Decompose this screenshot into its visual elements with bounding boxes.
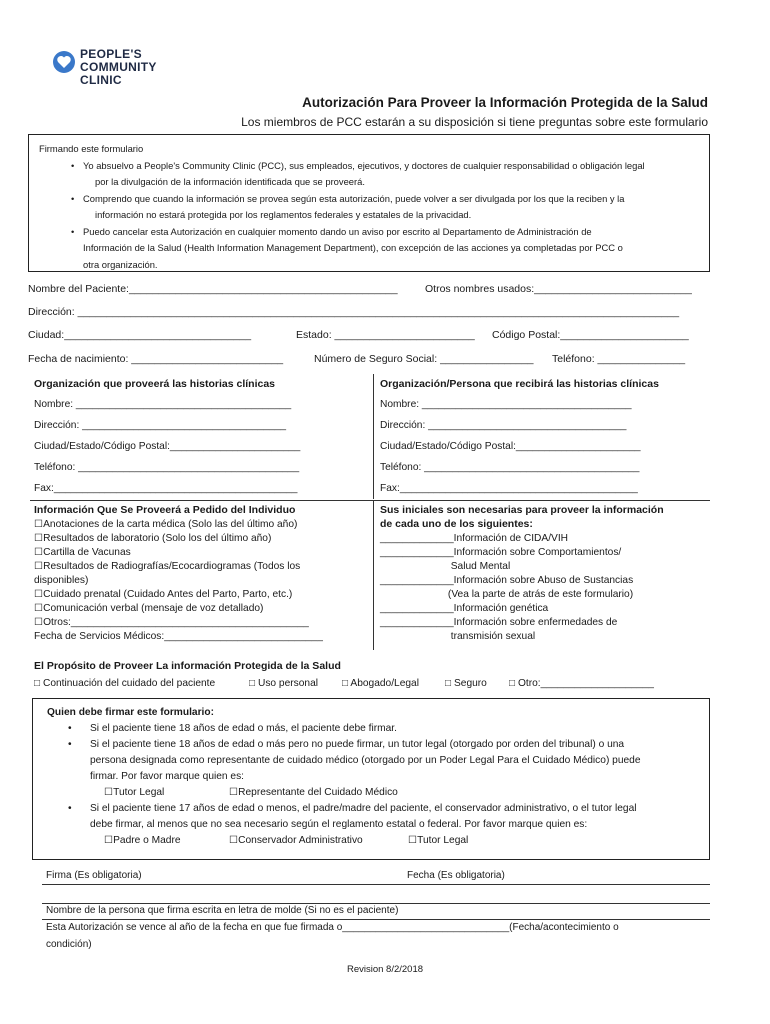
expiry-field[interactable]: Esta Autorización se vence al año de la fecha en que fue firmada o______________________________(Fecha/acontecimiento o — [46, 922, 619, 933]
initials-field-cont: Salud Mental — [380, 561, 511, 572]
initials-field[interactable]: _____________Información genética — [380, 603, 549, 614]
initials-field-cont: (Vea la parte de atrás de este formulario) — [380, 589, 634, 600]
provider-heading: Organización que proveerá las historias clínicas — [34, 378, 276, 390]
revision-footer: Revision 8/2/2018 — [346, 964, 424, 975]
dob-field[interactable]: Fecha de nacimiento: __________________________ — [28, 353, 284, 365]
purpose-option-personal[interactable]: □ Uso personal — [249, 678, 319, 689]
clinic-logo — [52, 44, 192, 92]
checkbox-guardian[interactable]: ☐Tutor Legal — [408, 835, 469, 846]
info-heading: Información Que Se Proveerá a Pedido del Individuo — [34, 504, 296, 516]
info-checkbox[interactable]: ☐Comunicación verbal (mensaje de voz detallado) — [34, 603, 264, 614]
service-date-field[interactable]: Fecha de Servicios Médicos:____________________________ — [34, 631, 323, 642]
info-checkbox[interactable]: ☐Resultados de laboratorio (Solo los del último año) — [34, 533, 272, 544]
purpose-heading: El Propósito de Proveer La información Protegida de la Salud — [34, 660, 341, 672]
purpose-option-continuation[interactable]: □ Continuación del cuidado del paciente — [34, 678, 216, 689]
printed-name-line — [42, 903, 710, 904]
signer-heading: Quien debe firmar este formulario: — [47, 707, 214, 718]
initials-field[interactable]: _____________Información sobre Comportamientos/ — [380, 547, 622, 558]
logo-text: PEOPLE'S COMMUNITY CLINIC — [80, 47, 157, 87]
recipient-address-field[interactable]: Dirección: ___________________________________ — [380, 420, 627, 431]
recipient-name-field[interactable]: Nombre: _____________________________________ — [380, 399, 632, 410]
expiry-line — [42, 919, 710, 920]
column-divider — [373, 374, 374, 499]
initials-heading-cont: de cada uno de los siguientes: — [380, 518, 533, 530]
provider-name-field[interactable]: Nombre: ______________________________________ — [34, 399, 292, 410]
initials-heading: Sus iniciales son necesarias para proveer la información — [380, 504, 664, 516]
section-divider — [30, 500, 710, 501]
provider-city-field[interactable]: Ciudad/Estado/Código Postal:_______________________ — [34, 441, 301, 452]
recipient-heading: Organización/Persona que recibirá las historias clínicas — [380, 378, 659, 390]
consent-heading: Firmando este formulario — [39, 143, 144, 154]
patient-address-field[interactable]: Dirección: _______________________________________________________________________________________________________ — [28, 306, 680, 318]
info-checkbox[interactable]: ☐Cuidado prenatal (Cuidado Antes del Parto, Parto, etc.) — [34, 589, 293, 600]
provider-address-field[interactable]: Dirección: ____________________________________ — [34, 420, 287, 431]
other-names-field[interactable]: Otros nombres usados:___________________________ — [425, 283, 692, 295]
purpose-option-legal[interactable]: □ Abogado/Legal — [342, 678, 419, 689]
state-field[interactable]: Estado: ________________________ — [296, 329, 475, 341]
zip-field[interactable]: Código Postal:______________________ — [492, 329, 689, 341]
signature-date-field[interactable]: Fecha (Es obligatoria) — [407, 870, 505, 881]
heart-logo-icon — [52, 50, 76, 74]
consent-box — [28, 134, 710, 272]
ssn-field[interactable]: Número de Seguro Social: ________________ — [314, 353, 534, 365]
consent-item: • Yo absuelvo a People's Community Clinic (PCC), sus empleados, ejecutivos, y doctores de cualquier responsabilidad o obligación legal por la divulgación de la información identificada que se proveerá. — [83, 158, 699, 191]
signer-box — [32, 698, 710, 860]
form-title: Autorización Para Proveer la Información Protegida de la Salud — [302, 95, 708, 110]
initials-field[interactable]: _____________Información sobre Abuso de Sustancias — [380, 575, 634, 586]
checkbox-conservator[interactable]: ☐Conservador Administrativo — [229, 835, 363, 846]
city-field[interactable]: Ciudad:________________________________ — [28, 329, 252, 341]
recipient-phone-field[interactable]: Teléfono: ______________________________________ — [380, 462, 640, 473]
consent-item: • Puedo cancelar esta Autorización en cualquier momento dando un aviso por escrito al Departamento de Administración de Información de la Salud (Health Information Management Department), con excepción de las acciones ya completadas por PCC o otra organización. — [83, 224, 699, 274]
checkbox-parent[interactable]: ☐Padre o Madre — [104, 835, 181, 846]
info-checkbox-continued: disponibles) — [34, 575, 89, 586]
patient-name-field[interactable]: Nombre del Paciente:______________________________________________ — [28, 283, 398, 295]
recipient-city-field[interactable]: Ciudad/Estado/Código Postal:______________________ — [380, 441, 641, 452]
provider-phone-field[interactable]: Teléfono: _______________________________________ — [34, 462, 300, 473]
consent-item: • Comprendo que cuando la información se provea según esta autorización, puede volver a ser divulgada por los que la reciben y la información no estará protegida por los reglamentos federales y estatales de la privacidad. — [83, 191, 699, 224]
printed-name-field[interactable]: Nombre de la persona que firma escrita en letra de molde (Si no es el paciente) — [46, 905, 399, 916]
purpose-option-other[interactable]: □ Otro:____________________ — [509, 678, 654, 689]
signer-rule: • Si el paciente tiene 18 años de edad o más pero no puede firmar, un tutor legal (otorgado por orden del tribunal) o una persona designada como representante de cuidado médico (otorgado por un Poder Legal Para el Cuidado Médico) puede firmar. Por favor marque quien es: ☐Tutor Legal ☐Representante del Cuidado Médico — [90, 737, 699, 801]
info-checkbox[interactable]: ☐Cartilla de Vacunas — [34, 547, 131, 558]
initials-field[interactable]: _____________Información sobre enfermedades de — [380, 617, 618, 628]
provider-fax-field[interactable]: Fax:___________________________________________ — [34, 483, 298, 494]
checkbox-medical-rep[interactable]: ☐Representante del Cuidado Médico — [229, 787, 398, 798]
signer-rule: • Si el paciente tiene 18 años de edad o más, el paciente debe firmar. — [90, 721, 699, 737]
signature-field[interactable]: Firma (Es obligatoria) — [46, 870, 142, 881]
info-other-field[interactable]: ☐Otros:__________________________________________ — [34, 617, 309, 628]
phone-field[interactable]: Teléfono: _______________ — [552, 353, 686, 365]
info-checkbox[interactable]: ☐Resultados de Radiografías/Ecocardiogramas (Todos los — [34, 561, 301, 572]
recipient-fax-field[interactable]: Fax:__________________________________________ — [380, 483, 638, 494]
initials-field-cont: transmisión sexual — [380, 631, 536, 642]
expiry-continued: condición) — [46, 939, 92, 950]
purpose-option-insurance[interactable]: □ Seguro — [445, 678, 487, 689]
signer-rule: • Si el paciente tiene 17 años de edad o menos, el padre/madre del paciente, el conservador administrativo, o el tutor legal debe firmar, al menos que no sea necesario según el reglamento estatal o federal. Por favor marque quien es: ☐Padre o Madre ☐Conservador Administrativo ☐Tutor Legal — [90, 801, 699, 849]
form-subtitle: Los miembros de PCC estarán a su disposición si tiene preguntas sobre este formulario — [241, 115, 708, 129]
signature-line — [42, 884, 710, 885]
info-checkbox[interactable]: ☐Anotaciones de la carta médica (Solo las del último año) — [34, 519, 298, 530]
checkbox-legal-guardian[interactable]: ☐Tutor Legal — [104, 787, 165, 798]
initials-field[interactable]: _____________Información de CIDA/VIH — [380, 533, 569, 544]
column-divider — [373, 500, 374, 650]
